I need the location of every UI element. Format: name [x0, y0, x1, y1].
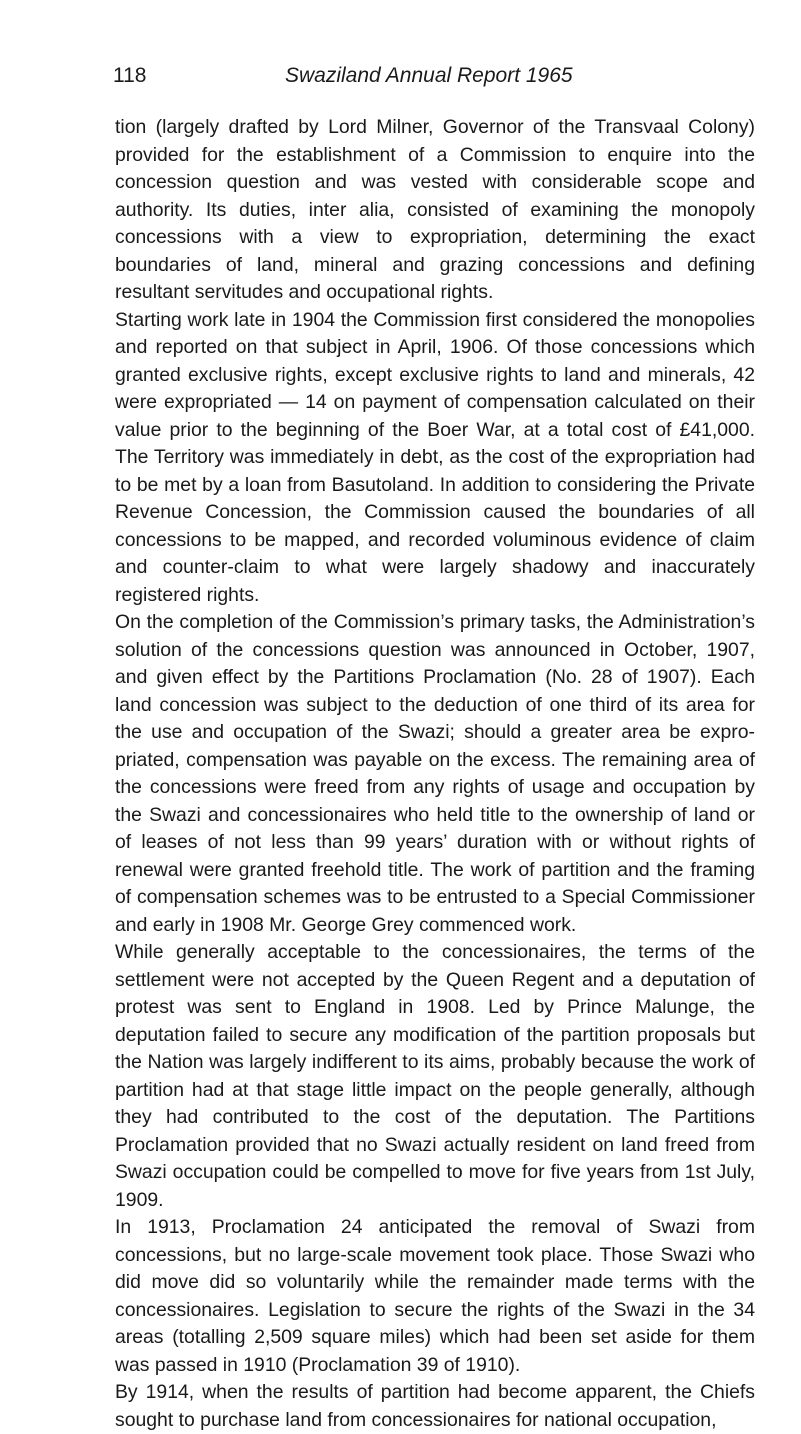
paragraph: While generally acceptable to the concessionaires, the terms of the settlement were not accepted by the Queen Regent and a deputation of protest was sent to England in 1908. Led by Prince Malunge, the deputation failed to secure any modification of the partition proposals but the Nation was largely indifferent to its aims, probably because the work of partition had at that stage little impact on the people generally, although they had contributed to the cost of the deputation. The Partitions Proclamation provided that no Swazi actually resident on land freed from Swazi occupation could be compelled to move for five years from 1st July, 1909. — [115, 941, 755, 1211]
page-header — [113, 64, 753, 104]
page-number: 118 — [113, 64, 147, 87]
paragraph: In 1913, Proclamation 24 anticipated the removal of Swazi from concessions, but no large-scale movement took place. Those Swazi who did move did so voluntarily while the remainder made terms with the concessionaires. Legislation to secure the rights of the Swazi in the 34 areas (totalling 2,509 square miles) which had been set aside for them was passed in 1910 (Proclamation 39 of 1910). — [115, 1216, 755, 1376]
paragraph: By 1914, when the results of partition had become apparent, the Chiefs sought to purchase land from concessionaires for national occupation, — [115, 1381, 755, 1431]
paragraph: tion (largely drafted by Lord Milner, Governor of the Transvaal Colony) provided for the establishment of a Commission to enquire into the concession question and was vested with considerable scope and authority. Its duties, inter alia, consisted of examining the monopoly concessions with a view to expropriation, determining the exact boundaries of land, mineral and grazing concessions and defining resultant servitudes and occupational rights. — [115, 116, 755, 303]
paragraph: On the completion of the Commission’s primary tasks, the Administration’s solution of the concessions question was announced in October, 1907, and given effect by the Partitions Proclamation (No. 28 of 1907). Each land concession was subject to the deduction of one third of its area for the use and occupation of the Swazi; should a greater area be expropriated, compensation was payable on the excess. The remaining area of the concessions were freed from any rights of usage and occupation by the Swazi and concessionaires who held title to the ownership of land or of leases of not less than 99 years’ duration with or without rights of renewal were granted freehold title. The work of partition and the framing of compensation schemes was to be entrusted to a Special Commissioner and early in 1908 Mr. George Grey commenced work. — [115, 611, 755, 936]
paragraph: Starting work late in 1904 the Commission first considered the monopolies and reported on that subject in April, 1906. Of those concessions which granted exclusive rights, except exclusive rights to land and minerals, 42 were expropriated — 14 on payment of compensation calculated on their value prior to the beginning of the Boer War, at a total cost of £41,000. The Territory was immediately in debt, as the cost of the expropriation had to be met by a loan from Basutoland. In addition to considering the Private Revenue Concession, the Commission caused the boundaries of all concessions to be mapped, and recorded voluminous evidence of claim and counter-claim to what were largely shadowy and inaccurately registered rights. — [115, 308, 755, 606]
running-title: Swaziland Annual Report 1965 — [285, 64, 573, 87]
body-text — [115, 114, 755, 1434]
